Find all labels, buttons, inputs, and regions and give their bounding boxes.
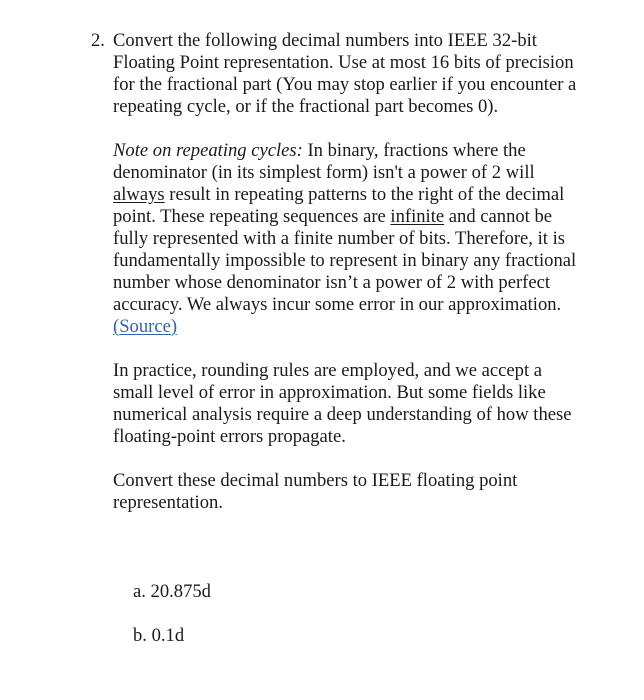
instruction-paragraph: Convert these decimal numbers to IEEE floating point representation. (113, 470, 518, 513)
note-text-2: result in repeating patterns to the right of the decimal point. These repeating sequences are (113, 184, 565, 227)
note-emph-always: always (113, 184, 165, 205)
paragraph-gap (113, 338, 583, 360)
practice-paragraph: In practice, rounding rules are employed, and we accept a small level of error in approximation. But some fields like numerical analysis require a deep understanding of how these floating-point errors propagate. (113, 360, 572, 447)
answer-list (133, 581, 211, 647)
note-emph-infinite: infinite (390, 206, 445, 227)
list-item: b. 0.1d (133, 625, 185, 646)
paragraph-gap (113, 118, 583, 140)
note-text-3: and cannot be fully represented with a finite number of bits. Therefore, it is fundamentally impossible to represent in binary any fractional number whose denominator isn’t a power of 2 with perfect accuracy. We always incur some error in our approximation. (113, 206, 577, 315)
question-number: 2. (91, 30, 105, 51)
question-intro: Convert the following decimal numbers into IEEE 32-bit Floating Point representation. Use at most 16 bits of precision for the fractional part (You may stop earlier if you encounter a repeating cycle, or if the fractional part becomes 0). (113, 30, 577, 117)
note-label: Note on repeating cycles: (113, 140, 303, 161)
list-item: a. 20.875d (133, 581, 211, 602)
paragraph-gap (113, 448, 583, 470)
source-link[interactable]: (Source) (113, 316, 178, 337)
note-text-1: In binary, fractions where the denominator (in its simplest form) isn't a power of 2 will (113, 140, 535, 183)
note-paragraph (113, 140, 583, 338)
question-block (91, 30, 583, 514)
